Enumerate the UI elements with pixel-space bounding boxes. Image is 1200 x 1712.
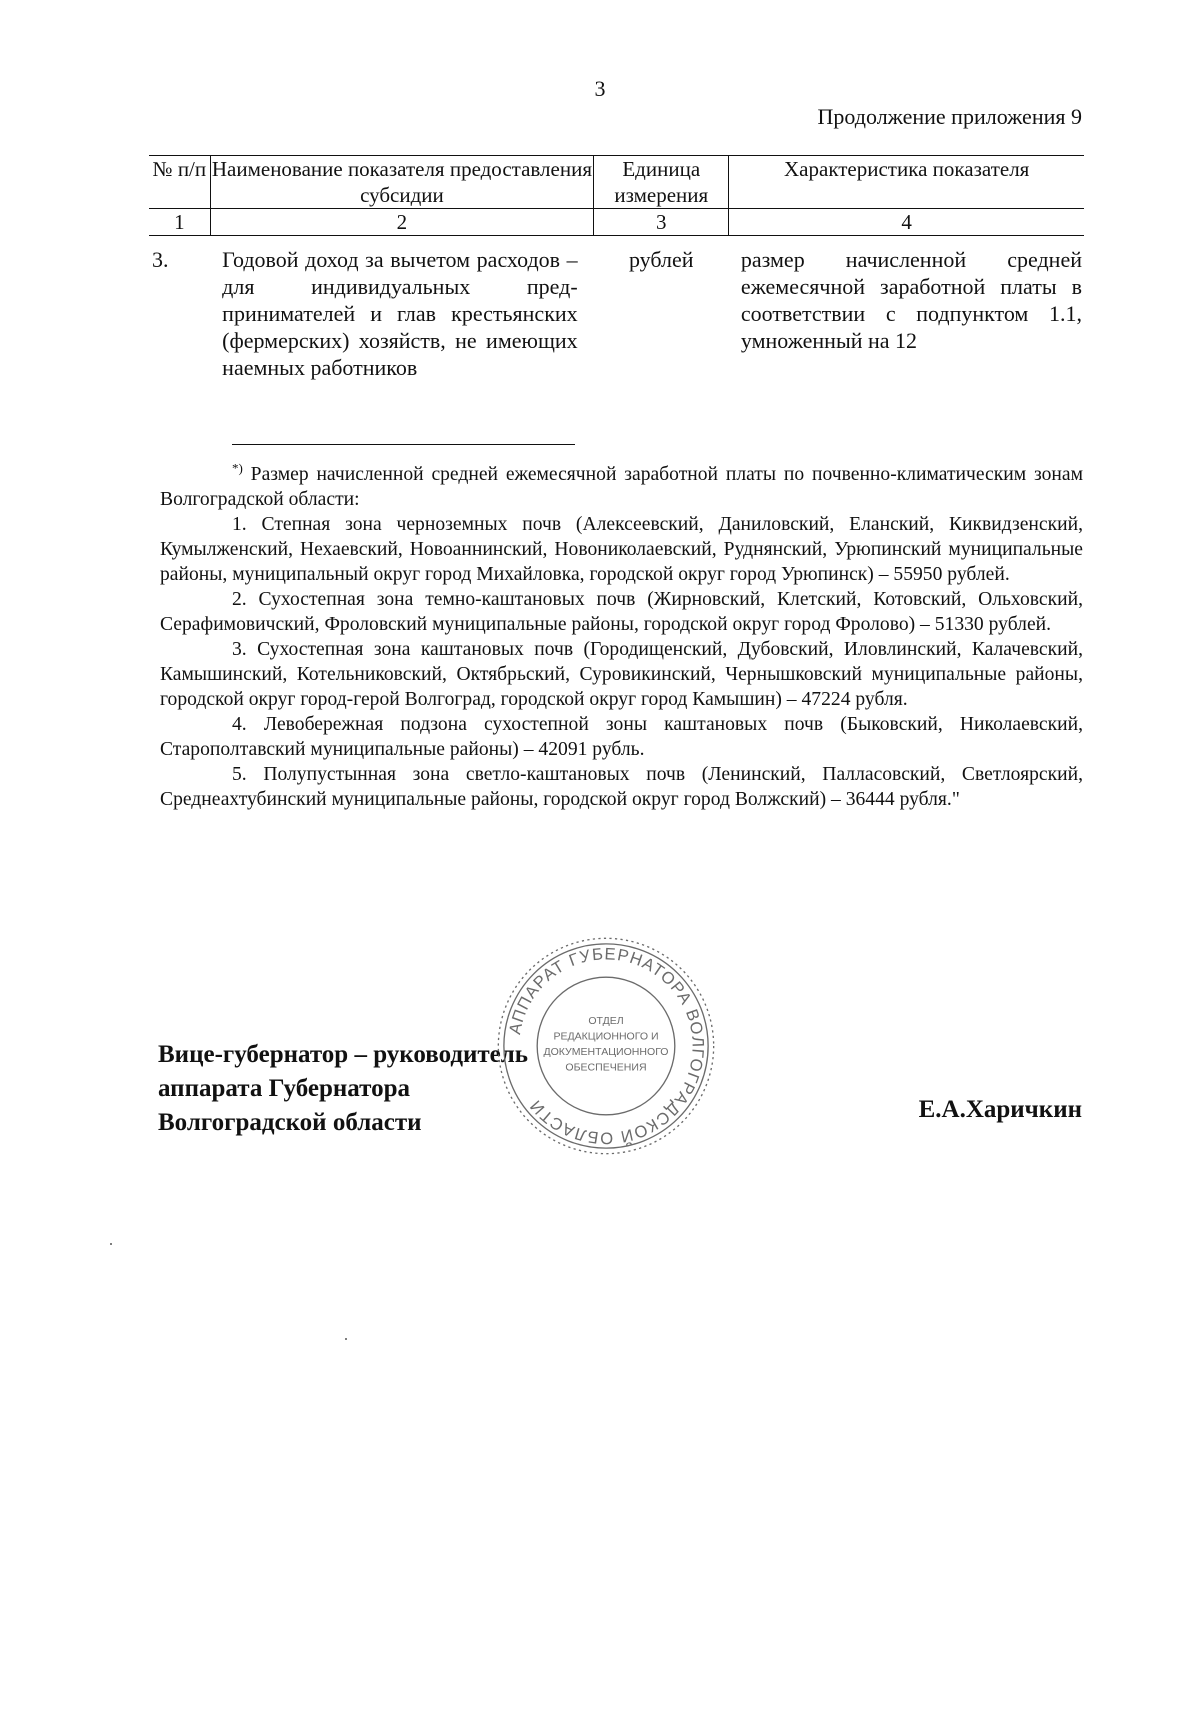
column-number: 4	[729, 209, 1084, 236]
indicator-name: Годовой доход за вычетом расходов – для индивидуальных предпринимателей и глав крестьянских (фермерских) хозяйств, не имеющих наемных работников	[222, 247, 578, 380]
stamp-inner-line: РЕДАКЦИОННОГО И	[553, 1030, 659, 1043]
footnote-intro	[160, 462, 1083, 512]
signer-title-line: аппарата Губернатора	[158, 1075, 410, 1102]
indicators-table	[149, 155, 1084, 381]
column-header-name: Наименование показателя предоставления субсидии	[211, 157, 592, 207]
column-header-characteristic: Характеристика показателя	[729, 156, 1084, 209]
stamp-outer-text: АППАРАТ ГУБЕРНАТОРА ВОЛГОГРАДСКОЙ ОБЛАСТИ	[505, 944, 708, 1148]
signer-title-line: Вице-губернатор – руководитель	[158, 1041, 529, 1068]
column-numbers-row	[149, 209, 1084, 236]
column-number: 2	[210, 209, 594, 236]
footnote-zone-item: 3. Сухостепная зона каштановых почв (Городищенский, Дубовский, Иловлинский, Калачевский, Камышинский, Котельниковский, Октябрьский, Суровикинский, Чернышковский муниципальные районы, городской округ город-герой Волгоград, городской округ город Камышин) – 47224 рубля.	[160, 639, 1083, 710]
footnote	[160, 462, 1083, 812]
footnote-zone-item: 5. Полупустынная зона светло-каштановых почв (Ленинский, Палласовский, Светлоярский, Среднеахтубинский муниципальные районы, городской округ город Волжский) – 36444 рубля."	[160, 764, 1083, 810]
signer-name: Е.А.Харичкин	[918, 1096, 1082, 1123]
column-number: 3	[594, 209, 729, 236]
footnote-zone-item: 4. Левобережная подзона сухостепной зоны каштановых почв (Быковский, Николаевский, Старополтавский муниципальные районы) – 42091 рубль.	[160, 714, 1083, 760]
indicator-characteristic: размер начисленной средней ежемесячной заработной платы в соответствии с подпунктом 1.1, умноженный на 12	[740, 247, 1082, 353]
footnote-marker: *)	[232, 460, 243, 476]
indicator-unit: рублей	[628, 247, 694, 272]
footnote-zone-item: 1. Степная зона черноземных почв (Алексеевский, Даниловский, Еланский, Киквидзенский, Кумылженский, Нехаевский, Новоаннинский, Новониколаевский, Руднянский, Урюпинский муниципальные районы, муниципальный округ город Михайловка, городской округ город Урюпинск) – 55950 рублей.	[160, 514, 1083, 585]
column-header-number: № п/п	[149, 156, 210, 209]
stamp-inner-line: ОТДЕЛ	[588, 1014, 624, 1027]
table-row	[149, 236, 1084, 382]
footnote-intro-text: Размер начисленной средней ежемесячной заработной платы по почвенно-климатическим зонам Волгоградской области:	[160, 464, 1083, 510]
stamp-inner-line: ОБЕСПЕЧЕНИЯ	[565, 1061, 647, 1074]
scan-speck	[110, 1243, 112, 1245]
signer-title-line: Волгоградской области	[158, 1109, 422, 1136]
stamp-inner-line: ДОКУМЕНТАЦИОННОГО	[543, 1045, 669, 1058]
row-number: 3.	[152, 247, 169, 272]
appendix-continuation: Продолжение приложения 9	[817, 104, 1082, 129]
footnote-divider	[232, 444, 575, 445]
scan-speck	[345, 1338, 347, 1340]
column-header-unit: Единица измерения	[594, 156, 729, 209]
column-number: 1	[149, 209, 210, 236]
page-number: 3	[594, 76, 606, 101]
official-stamp-icon	[495, 935, 717, 1157]
footnote-zone-item: 2. Сухостепная зона темно-каштановых почв (Жирновский, Клетский, Котовский, Ольховский, Серафимовичский, Фроловский муниципальные районы, городской округ город Фролово) – 51330 рублей.	[160, 589, 1083, 635]
signer-title	[158, 1038, 528, 1140]
